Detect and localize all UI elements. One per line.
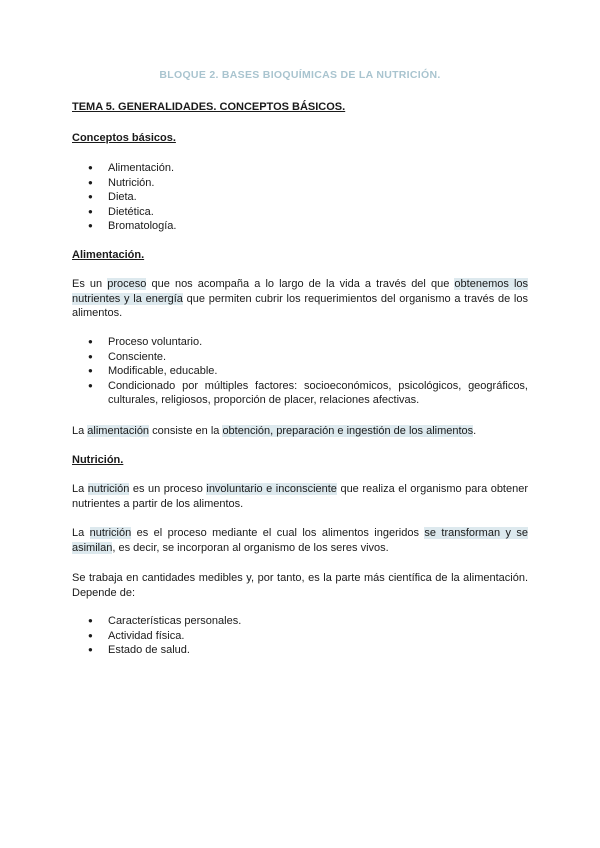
nutricion-paragraph-2: La nutrición es el proceso mediante el cual los alimentos ingeridos se transforman y se asimilan, es decir, se incorporan al organismo de los seres vivos. [72, 527, 528, 554]
list-item: ● Alimentación. [72, 161, 528, 176]
nutricion-list [72, 614, 528, 658]
nutricion-paragraph-1: La nutrición es un proceso involuntario e inconsciente que realiza el organismo para obtener nutrientes a partir de los alimentos. [72, 483, 529, 510]
topic-title: TEMA 5. GENERALIDADES. CONCEPTOS BÁSICOS. [72, 101, 346, 113]
conceptos-list [72, 161, 528, 234]
list-item: ● Estado de salud. [72, 643, 528, 658]
list-item: ● Características personales. [72, 614, 528, 629]
list-item: ● Consciente. [72, 350, 528, 365]
list-item: ● Modificable, educable. [72, 364, 528, 379]
nutricion-paragraph-3: Se trabaja en cantidades medibles y, por tanto, es la parte más científica de la alimentación. Depende de: [72, 572, 528, 599]
alimentacion-list [72, 335, 528, 408]
list-item: ● Condicionado por múltiples factores: socioeconómicos, psicológicos, geográficos, culturales, religiosos, proporción de placer, relaciones afectivas. [72, 379, 528, 408]
heading-alimentacion: Alimentación. [72, 249, 145, 261]
heading-conceptos: Conceptos básicos. [72, 132, 176, 144]
alimentacion-paragraph-2: La alimentación consiste en la obtención, preparación e ingestión de los alimentos. [72, 425, 477, 437]
alimentacion-paragraph-1: Es un proceso que nos acompaña a lo largo de la vida a través del que obtenemos los nutrientes y la energía que permiten cubrir los requerimientos del organismo a través de los alimentos. [72, 278, 529, 319]
list-item: ● Bromatología. [72, 219, 528, 234]
list-item: ● Actividad física. [72, 629, 528, 644]
list-item: ● Dietética. [72, 205, 528, 220]
list-item: ● Proceso voluntario. [72, 335, 528, 350]
heading-nutricion: Nutrición. [72, 454, 124, 466]
list-item: ● Nutrición. [72, 176, 528, 191]
block-title: BLOQUE 2. BASES BIOQUÍMICAS DE LA NUTRICIÓN. [159, 69, 441, 81]
list-item: ● Dieta. [72, 190, 528, 205]
